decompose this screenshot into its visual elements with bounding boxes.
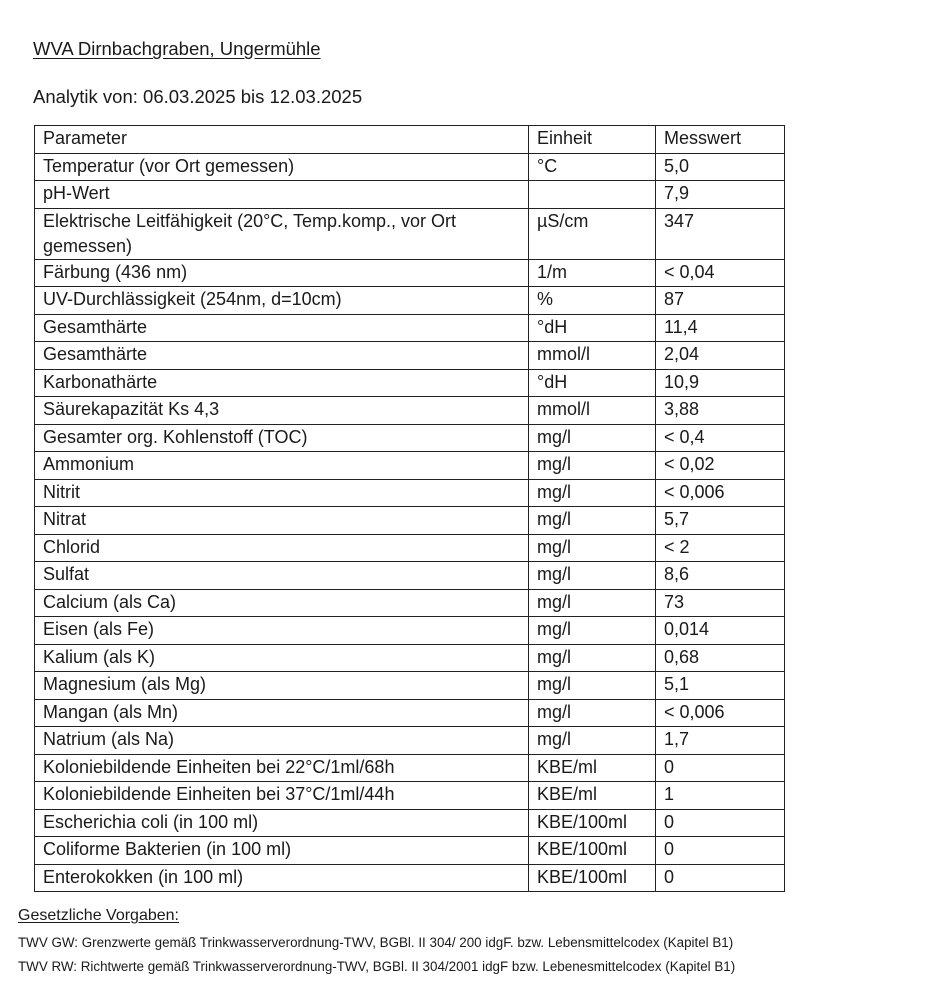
table-row — [35, 424, 785, 452]
cell-unit: mg/l — [529, 562, 656, 590]
cell-unit: mmol/l — [529, 397, 656, 425]
cell-value: 0 — [656, 754, 785, 782]
table-row — [35, 589, 785, 617]
cell-value: 0 — [656, 837, 785, 865]
table-row — [35, 864, 785, 892]
cell-parameter: Elektrische Leitfähigkeit (20°C, Temp.komp., vor Ort gemessen) — [35, 208, 529, 259]
cell-parameter: Chlorid — [35, 534, 529, 562]
cell-value: 1 — [656, 782, 785, 810]
cell-unit: KBE/100ml — [529, 864, 656, 892]
cell-unit: mg/l — [529, 452, 656, 480]
cell-parameter: Ammonium — [35, 452, 529, 480]
cell-unit: °dH — [529, 369, 656, 397]
results-table — [34, 125, 785, 892]
cell-value: 8,6 — [656, 562, 785, 590]
cell-unit: mg/l — [529, 617, 656, 645]
cell-parameter: Kalium (als K) — [35, 644, 529, 672]
cell-value: 0 — [656, 809, 785, 837]
cell-value: 2,04 — [656, 342, 785, 370]
cell-parameter: Calcium (als Ca) — [35, 589, 529, 617]
table-row — [35, 479, 785, 507]
cell-parameter: Nitrat — [35, 507, 529, 535]
cell-value: 1,7 — [656, 727, 785, 755]
cell-value: 0,68 — [656, 644, 785, 672]
table-row — [35, 727, 785, 755]
table-row — [35, 507, 785, 535]
cell-parameter: Gesamter org. Kohlenstoff (TOC) — [35, 424, 529, 452]
header-unit: Einheit — [529, 126, 656, 154]
table-row — [35, 181, 785, 209]
cell-value: < 0,006 — [656, 699, 785, 727]
cell-parameter: Säurekapazität Ks 4,3 — [35, 397, 529, 425]
table-row — [35, 314, 785, 342]
cell-unit: °C — [529, 153, 656, 181]
cell-parameter: Magnesium (als Mg) — [35, 672, 529, 700]
cell-unit: mg/l — [529, 424, 656, 452]
cell-value: < 0,04 — [656, 259, 785, 287]
table-row — [35, 754, 785, 782]
cell-unit: mg/l — [529, 699, 656, 727]
legend-title: Gesetzliche Vorgaben: — [18, 907, 179, 924]
cell-unit: 1/m — [529, 259, 656, 287]
cell-parameter: Mangan (als Mn) — [35, 699, 529, 727]
document-title: WVA Dirnbachgraben, Ungermühle — [33, 38, 321, 59]
cell-value: 347 — [656, 208, 785, 259]
table-row — [35, 208, 785, 259]
cell-parameter: Färbung (436 nm) — [35, 259, 529, 287]
cell-parameter: Koloniebildende Einheiten bei 22°C/1ml/68h — [35, 754, 529, 782]
table-row — [35, 672, 785, 700]
cell-parameter: Nitrit — [35, 479, 529, 507]
table-row — [35, 369, 785, 397]
cell-unit: µS/cm — [529, 208, 656, 259]
cell-value: < 0,006 — [656, 479, 785, 507]
cell-unit: °dH — [529, 314, 656, 342]
cell-parameter: Gesamthärte — [35, 342, 529, 370]
cell-unit: mg/l — [529, 479, 656, 507]
cell-unit: mg/l — [529, 672, 656, 700]
table-row — [35, 699, 785, 727]
cell-value: 73 — [656, 589, 785, 617]
table-header-row — [35, 126, 785, 154]
table-row — [35, 809, 785, 837]
table-row — [35, 153, 785, 181]
cell-parameter: Temperatur (vor Ort gemessen) — [35, 153, 529, 181]
cell-value: 5,1 — [656, 672, 785, 700]
cell-parameter: Eisen (als Fe) — [35, 617, 529, 645]
cell-unit: mg/l — [529, 534, 656, 562]
cell-value: 5,0 — [656, 153, 785, 181]
table-row — [35, 342, 785, 370]
cell-value: < 0,02 — [656, 452, 785, 480]
header-parameter: Parameter — [35, 126, 529, 154]
cell-value: 87 — [656, 287, 785, 315]
cell-parameter: Enterokokken (in 100 ml) — [35, 864, 529, 892]
table-row — [35, 837, 785, 865]
cell-value: < 0,4 — [656, 424, 785, 452]
header-value: Messwert — [656, 126, 785, 154]
cell-parameter: Natrium (als Na) — [35, 727, 529, 755]
table-row — [35, 259, 785, 287]
cell-unit — [529, 181, 656, 209]
cell-unit: mg/l — [529, 507, 656, 535]
table-row — [35, 617, 785, 645]
cell-unit: KBE/ml — [529, 782, 656, 810]
cell-unit: % — [529, 287, 656, 315]
cell-value: 10,9 — [656, 369, 785, 397]
cell-value: 3,88 — [656, 397, 785, 425]
table-row — [35, 644, 785, 672]
results-body — [35, 153, 785, 892]
legend-gw-note: TWV GW: Grenzwerte gemäß Trinkwasserverordnung-TWV, BGBl. II 304/ 200 idgF. bzw. Lebensmittelcodex (Kapitel B1) — [18, 935, 734, 950]
cell-parameter: Coliforme Bakterien (in 100 ml) — [35, 837, 529, 865]
table-row — [35, 534, 785, 562]
cell-unit: mmol/l — [529, 342, 656, 370]
cell-value: 5,7 — [656, 507, 785, 535]
table-row — [35, 397, 785, 425]
table-row — [35, 782, 785, 810]
analysis-period: Analytik von: 06.03.2025 bis 12.03.2025 — [33, 86, 363, 107]
table-row — [35, 287, 785, 315]
cell-parameter: Sulfat — [35, 562, 529, 590]
cell-value: 0 — [656, 864, 785, 892]
cell-value: 11,4 — [656, 314, 785, 342]
cell-unit: KBE/100ml — [529, 837, 656, 865]
cell-unit: mg/l — [529, 644, 656, 672]
cell-value: 0,014 — [656, 617, 785, 645]
cell-parameter: Escherichia coli (in 100 ml) — [35, 809, 529, 837]
cell-unit: mg/l — [529, 589, 656, 617]
cell-unit: KBE/ml — [529, 754, 656, 782]
legend-rw-note: TWV RW: Richtwerte gemäß Trinkwasserverordnung-TWV, BGBl. II 304/2001 idgF bzw. Lebenesmittelcodex (Kapitel B1) — [18, 959, 736, 974]
table-row — [35, 452, 785, 480]
cell-unit: mg/l — [529, 727, 656, 755]
cell-parameter: pH-Wert — [35, 181, 529, 209]
cell-parameter: Koloniebildende Einheiten bei 37°C/1ml/44h — [35, 782, 529, 810]
cell-value: 7,9 — [656, 181, 785, 209]
cell-parameter: UV-Durchlässigkeit (254nm, d=10cm) — [35, 287, 529, 315]
cell-parameter: Gesamthärte — [35, 314, 529, 342]
table-row — [35, 562, 785, 590]
cell-value: < 2 — [656, 534, 785, 562]
cell-unit: KBE/100ml — [529, 809, 656, 837]
cell-parameter: Karbonathärte — [35, 369, 529, 397]
